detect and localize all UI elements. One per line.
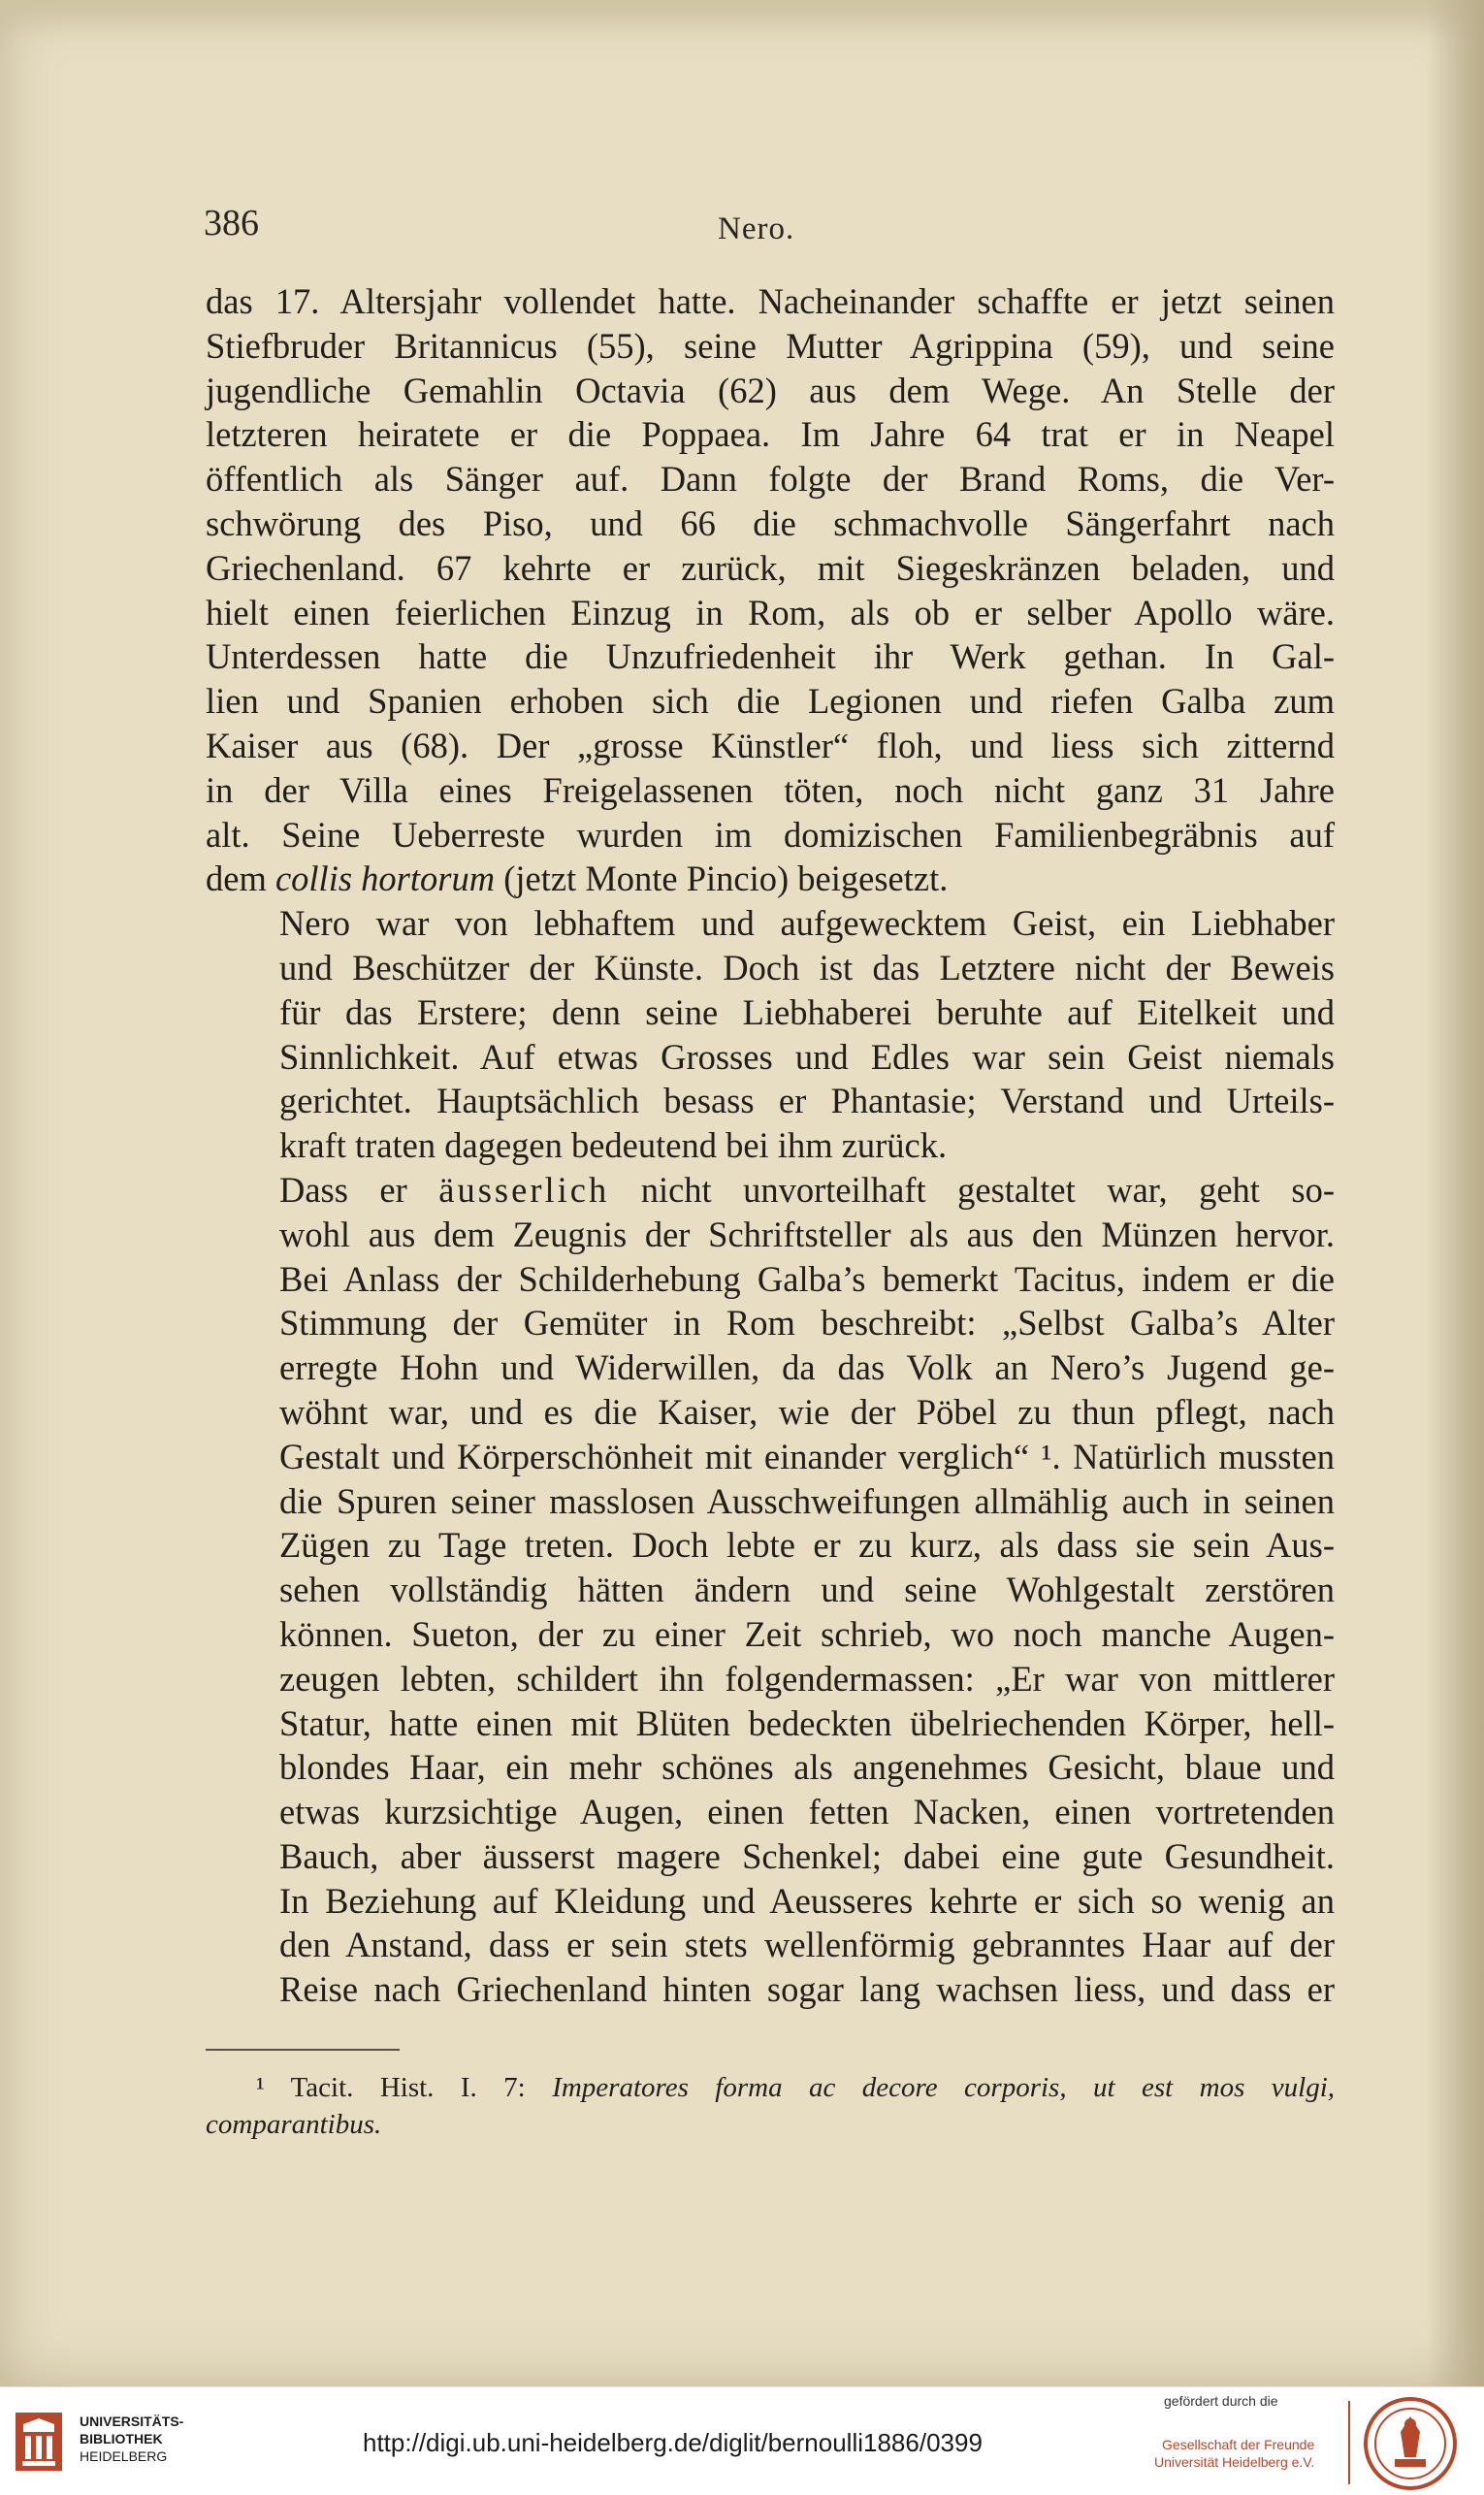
text-line: Zügen zu Tage treten. Doch lebte er zu kurz, als dass sie sein Aus-: [279, 1525, 1335, 1566]
text-line: Sinnlichkeit. Auf etwas Grosses und Edles war sein Geist niemals: [279, 1036, 1335, 1077]
text-line: für das Erstere; denn seine Liebhaberei beruhte auf Eitelkeit und: [279, 991, 1335, 1032]
text-line: In Beziehung auf Kleidung und Aeusseres kehrte er sich so wenig an: [279, 1880, 1335, 1921]
text-line: Griechenland. 67 kehrte er zurück, mit Siegeskränzen beladen, und: [206, 547, 1335, 588]
text-line: etwas kurzsichtige Augen, einen fetten Nacken, einen vortretenden: [279, 1792, 1335, 1832]
footnote-line-1: [206, 2069, 1335, 2106]
text-line: [206, 1168, 1335, 1213]
sponsor-name-line-1: Gesellschaft der Freunde: [1162, 2437, 1315, 2452]
text-line: in der Villa eines Freigelassenen töten, noch nicht ganz 31 Jahre: [206, 769, 1335, 810]
sponsor-label: gefördert durch die: [1164, 2393, 1278, 2409]
text-line: Nero war von lebhaftem und aufgewecktem Geist, ein Liebhaber: [279, 903, 1335, 944]
text-line: zeugen lebten, schildert ihn folgendermassen: „Er war von mittlerer: [279, 1658, 1335, 1699]
text-line: kraft traten dagegen bedeutend bei ihm zurück.: [279, 1125, 948, 1166]
sponsor-divider: [1348, 2401, 1350, 2484]
paragraph-2: [206, 901, 1335, 1168]
footnote-marker: ¹: [256, 2072, 265, 2103]
text-line: den Anstand, dass er sein stets wellenförmig gebranntes Haar auf der: [279, 1925, 1335, 1965]
text-line: [206, 857, 1335, 901]
text-line: schwörung des Piso, und 66 die schmachvolle Sängerfahrt nach: [206, 502, 1335, 543]
library-name-line-1: UNIVERSITÄTS-: [80, 2414, 184, 2429]
text-line: wohl aus dem Zeugnis der Schriftsteller als aus den Münzen hervor.: [279, 1214, 1335, 1254]
page-number: 386: [204, 203, 259, 243]
text-line: jugendliche Gemahlin Octavia (62) aus dem Wege. An Stelle der: [206, 370, 1335, 410]
text-fragment: nicht unvorteilhaft gestaltet war, geht so-: [609, 1169, 1335, 1210]
paragraph-3: [206, 1168, 1335, 2012]
text-line: letzteren heiratete er die Poppaea. Im Jahre 64 trat er in Neapel: [206, 414, 1335, 455]
library-name-line-3: HEIDELBERG: [80, 2448, 168, 2464]
library-name-line-2: BIBLIOTHEK: [80, 2431, 163, 2446]
text-line: Statur, hatte einen mit Blüten bedeckten übelriechenden Körper, hell-: [279, 1702, 1335, 1743]
footnote: [206, 2069, 1335, 2143]
text-fragment: dem: [206, 859, 275, 899]
footnote-quote-2: comparantibus.: [206, 2109, 382, 2140]
text-line: Kaiser aus (68). Der „grosse Künstler“ floh, und liess sich zitternd: [206, 725, 1335, 765]
paragraph-1: [206, 279, 1335, 901]
text-line: hielt einen feierlichen Einzug in Rom, als ob er selber Apollo wäre.: [206, 592, 1335, 632]
text-fragment: (jetzt Monte Pincio) beigesetzt.: [495, 859, 949, 899]
text-line: das 17. Altersjahr vollendet hatte. Nacheinander schaffte er jetzt seinen: [206, 281, 1335, 321]
text-line: wöhnt war, und es die Kaiser, wie der Pöbel zu thun pflegt, nach: [279, 1391, 1335, 1432]
text-line: die Spuren seiner masslosen Ausschweifungen allmählig auch in seinen: [279, 1480, 1335, 1521]
running-head: Nero.: [718, 211, 795, 246]
library-name: [80, 2413, 183, 2465]
text-line: Bei Anlass der Schilderhebung Galba’s bemerkt Tacitus, indem er die: [279, 1258, 1335, 1299]
text-line: lien und Spanien erhoben sich die Legionen und riefen Galba zum: [206, 681, 1335, 722]
text-line: Stiefbruder Britannicus (55), seine Mutter Agrippina (59), und seine: [206, 325, 1335, 366]
text-line: und Beschützer der Künste. Doch ist das Letztere nicht der Beweis: [279, 947, 1335, 988]
text-line: Bauch, aber äusserst magere Schenkel; dabei eine gute Gesundheit.: [279, 1835, 1335, 1876]
text-fragment: Dass er: [279, 1169, 439, 1210]
body-text: [206, 279, 1335, 2012]
permalink-url[interactable]: http://digi.ub.uni-heidelberg.de/diglit/bernoulli1886/0399: [363, 2428, 983, 2457]
sponsor-name: [1154, 2436, 1314, 2471]
text-line: sehen vollständig hätten ändern und seine Wohlgestalt zerstören: [279, 1570, 1335, 1610]
text-line: blondes Haar, ein mehr schönes als angenehmes Gesicht, blaue und: [279, 1747, 1335, 1788]
page-edge-shadow-right: [1426, 0, 1484, 2386]
footnote-rule: [206, 2049, 400, 2051]
text-line: alt. Seine Ueberreste wurden im domizischen Familienbegräbnis auf: [206, 814, 1335, 855]
sponsor-name-line-2: Universität Heidelberg e.V.: [1154, 2454, 1315, 2470]
text-line: Stimmung der Gemüter in Rom beschreibt: „Selbst Galba’s Alter: [279, 1303, 1335, 1344]
text-line: erregte Hohn und Widerwillen, da das Volk an Nero’s Jugend ge-: [279, 1347, 1335, 1388]
italic-term: collis hortorum: [274, 859, 496, 899]
text-line: Unterdessen hatte die Unzufriedenheit ihr Werk gethan. In Gal-: [206, 636, 1335, 677]
text-line: Gestalt und Körperschönheit mit einander verglich“ ¹. Natürlich mussten: [279, 1436, 1335, 1476]
footnote-line-2: [206, 2106, 1335, 2143]
text-line: öffentlich als Sänger auf. Dann folgte der Brand Roms, die Ver-: [206, 459, 1335, 500]
ub-heidelberg-logo-icon: [14, 2411, 64, 2473]
university-seal-icon: [1362, 2395, 1459, 2492]
spaced-emphasis: äusserlich: [438, 1169, 610, 1210]
footnote-quote-1: Imperatores forma ac decore corporis, ut est mos vulgi,: [552, 2072, 1336, 2103]
footer-bar: [0, 2386, 1484, 2495]
page-edge-shadow-top: [0, 0, 1484, 39]
footnote-source: Tacit. Hist. I. 7:: [290, 2072, 526, 2103]
text-line: können. Sueton, der zu einer Zeit schrieb, wo noch manche Augen-: [279, 1613, 1335, 1654]
text-line: Reise nach Griechenland hinten sogar lang wachsen liess, und dass er: [279, 1969, 1335, 2010]
text-line: gerichtet. Hauptsächlich besass er Phantasie; Verstand und Urteils-: [279, 1081, 1335, 1121]
